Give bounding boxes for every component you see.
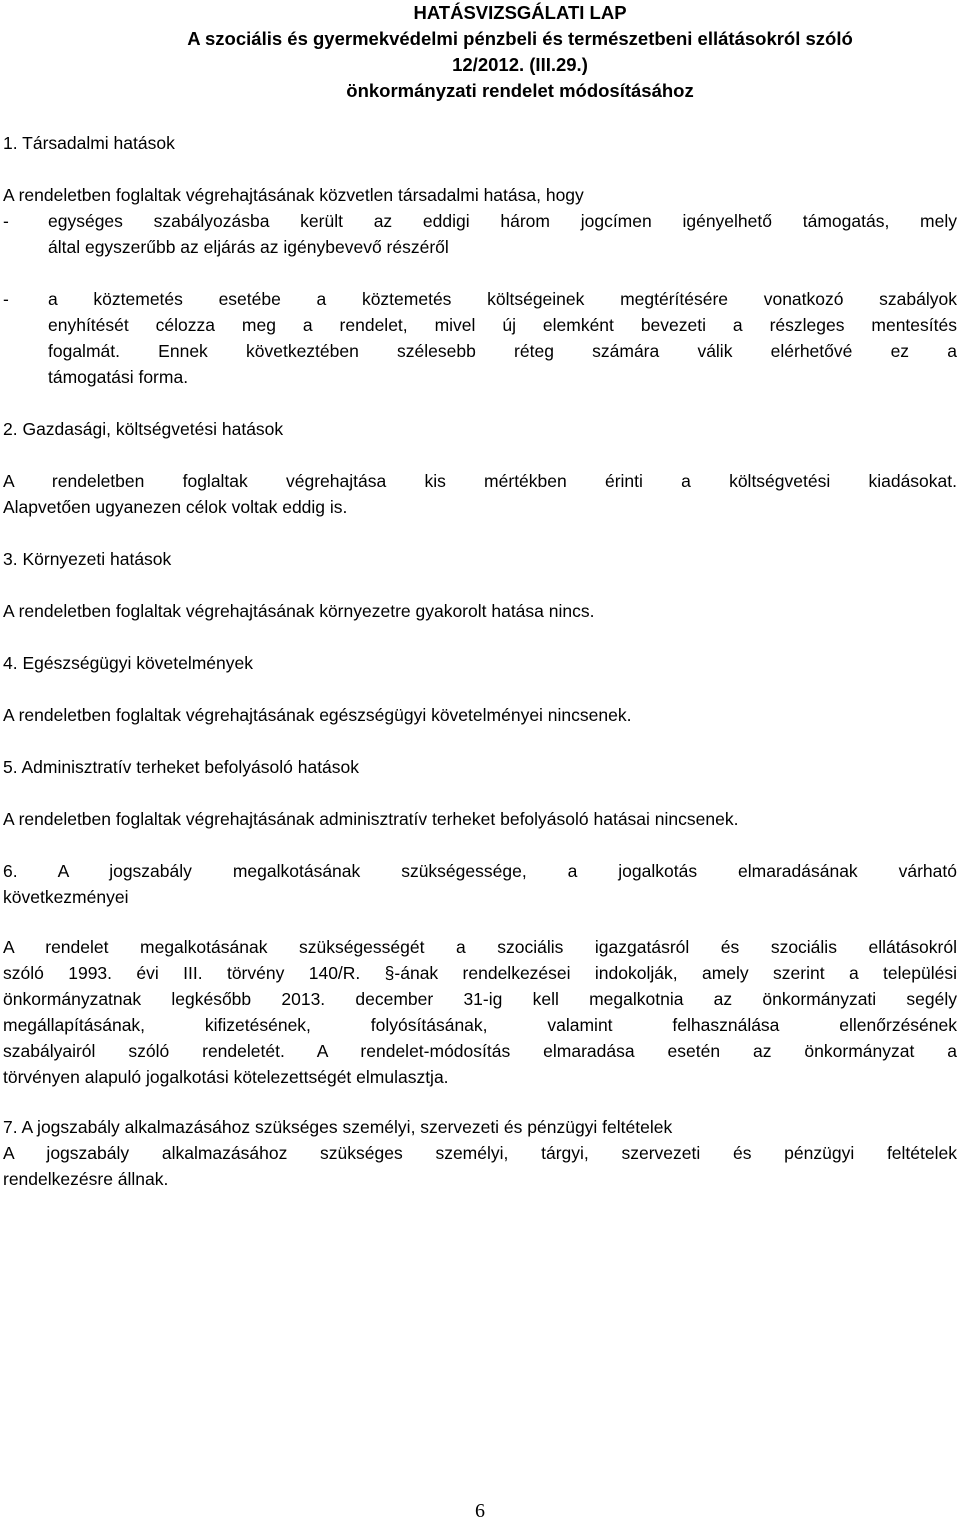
section-2-heading: 2. Gazdasági, költségvetési hatások bbox=[3, 419, 284, 439]
bullet-2-line-3: fogalmát. Ennek következtében szélesebb réteg számára válik elérhetővé ez a bbox=[48, 341, 957, 361]
bullet-2-line-4: támogatási forma. bbox=[48, 367, 189, 387]
section-6-line-3: önkormányzatnak legkésőbb 2013. december 31-ig kell megalkotnia az önkormányzati segély bbox=[3, 989, 957, 1009]
document-title: HATÁSVIZSGÁLATI LAP bbox=[413, 2, 627, 23]
page-number: 6 bbox=[475, 1500, 485, 1522]
section-6-line-4: megállapításának, kifizetésének, folyósításának, valamint felhasználása ellenőrzésének bbox=[3, 1015, 957, 1035]
section-7-line-1: A jogszabály alkalmazásához szükséges személyi, tárgyi, szervezeti és pénzügyi feltételek bbox=[3, 1143, 957, 1163]
section-6-line-2: szóló 1993. évi III. törvény 140/R. §-ának rendelkezései indokolják, amely szerint a települési bbox=[3, 963, 957, 983]
document-subtitle-line-1: A szociális és gyermekvédelmi pénzbeli és természetbeni ellátásokról szóló bbox=[187, 28, 853, 49]
bullet-2-dash: - bbox=[3, 289, 9, 309]
section-5-line-1: A rendeletben foglaltak végrehajtásának adminisztratív terheket befolyásoló hatásai nincsenek. bbox=[3, 809, 739, 829]
section-3-line-1: A rendeletben foglaltak végrehajtásának környezetre gyakorolt hatása nincs. bbox=[3, 601, 595, 621]
section-4-heading: 4. Egészségügyi követelmények bbox=[3, 653, 253, 673]
section-1-intro: A rendeletben foglaltak végrehajtásának közvetlen társadalmi hatása, hogy bbox=[3, 185, 584, 205]
section-2-line-2: Alapvetően ugyanezen célok voltak eddig is. bbox=[3, 497, 348, 517]
bullet-1-dash: - bbox=[3, 211, 9, 231]
section-7-line-2: rendelkezésre állnak. bbox=[3, 1169, 169, 1189]
bullet-1-line-1: egységes szabályozásba került az eddigi három jogcímen igényelhető támogatás, mely bbox=[48, 211, 957, 231]
document-subtitle-line-3: önkormányzati rendelet módosításához bbox=[346, 80, 694, 101]
bullet-2-line-1: a köztemetés esetébe a köztemetés költségeinek megtérítésére vonatkozó szabályok bbox=[48, 289, 957, 309]
section-6-line-5: szabályairól szóló rendeletét. A rendelet-módosítás elmaradása esetén az önkormányzat a bbox=[3, 1041, 957, 1061]
section-7-heading: 7. A jogszabály alkalmazásához szükséges személyi, szervezeti és pénzügyi feltételek bbox=[3, 1117, 673, 1137]
bullet-2-line-2: enyhítését célozza meg a rendelet, mivel új elemként bevezeti a részleges mentesítés bbox=[48, 315, 957, 335]
document-subtitle-line-2: 12/2012. (III.29.) bbox=[452, 54, 588, 75]
section-6-line-1: A rendelet megalkotásának szükségességét a szociális igazgatásról és szociális ellátásokról bbox=[3, 937, 957, 957]
section-3-heading: 3. Környezeti hatások bbox=[3, 549, 172, 569]
section-2-line-1: A rendeletben foglaltak végrehajtása kis mértékben érinti a költségvetési kiadásokat. bbox=[3, 471, 957, 491]
section-6-heading-line-2: következményei bbox=[3, 887, 129, 907]
section-6-line-6: törvényen alapuló jogalkotási kötelezettségét elmulasztja. bbox=[3, 1067, 449, 1087]
section-6-heading-line-1: 6. A jogszabály megalkotásának szükségessége, a jogalkotás elmaradásának várható bbox=[3, 861, 957, 881]
section-1-heading: 1. Társadalmi hatások bbox=[3, 133, 175, 153]
section-4-line-1: A rendeletben foglaltak végrehajtásának egészségügyi követelményei nincsenek. bbox=[3, 705, 632, 725]
section-5-heading: 5. Adminisztratív terheket befolyásoló hatások bbox=[3, 757, 360, 777]
bullet-1-line-2: által egyszerűbb az eljárás az igénybevevő részéről bbox=[48, 237, 449, 257]
